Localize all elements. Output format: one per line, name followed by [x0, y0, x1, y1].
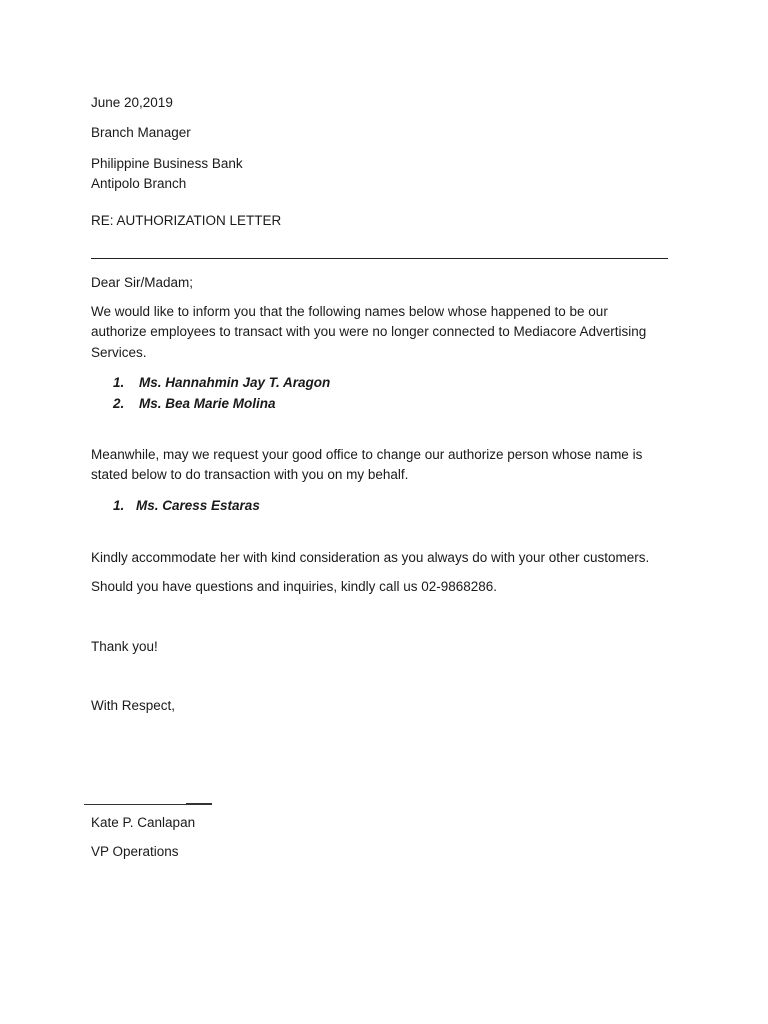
subject-line: RE: AUTHORIZATION LETTER	[91, 213, 282, 228]
paragraph-1-line-2: authorize employees to transact with you were no longer connected to Mediacore Advertising	[91, 324, 647, 339]
letter-date: June 20,2019	[91, 95, 173, 110]
list-item-name: Ms. Hannahmin Jay T. Aragon	[139, 375, 331, 390]
list-item-number: 1.	[113, 375, 125, 390]
signatory-title: VP Operations	[91, 844, 179, 859]
signatory-name: Kate P. Canlapan	[91, 815, 196, 830]
recipient-title: Branch Manager	[91, 125, 191, 140]
paragraph-4: Should you have questions and inquiries, kindly call us 02-9868286.	[91, 579, 498, 594]
paragraph-2-line-1: Meanwhile, may we request your good office to change our authorize person whose name is	[91, 447, 643, 462]
list-item-number: 2.	[113, 396, 125, 411]
bank-name: Philippine Business Bank	[91, 156, 243, 171]
signature-rule-segment	[186, 803, 212, 805]
list-item-number: 1.	[113, 498, 125, 513]
salutation: Dear Sir/Madam;	[91, 275, 194, 290]
signature-rule-segment	[84, 804, 136, 805]
closing-line: With Respect,	[91, 698, 176, 713]
paragraph-1-line-3: Services.	[91, 345, 147, 360]
paragraph-3: Kindly accommodate her with kind consideration as you always do with your other customers.	[91, 550, 650, 565]
signature-rule-segment	[136, 804, 186, 805]
paragraph-1-line-1: We would like to inform you that the following names below whose happened to be our	[91, 304, 608, 319]
paragraph-2-line-2: stated below to do transaction with you on my behalf.	[91, 467, 409, 482]
branch-name: Antipolo Branch	[91, 176, 187, 191]
divider-rule	[91, 258, 668, 259]
thanks-line: Thank you!	[91, 639, 158, 654]
list-item-name: Ms. Caress Estaras	[136, 498, 260, 513]
list-item-name: Ms. Bea Marie Molina	[139, 396, 276, 411]
